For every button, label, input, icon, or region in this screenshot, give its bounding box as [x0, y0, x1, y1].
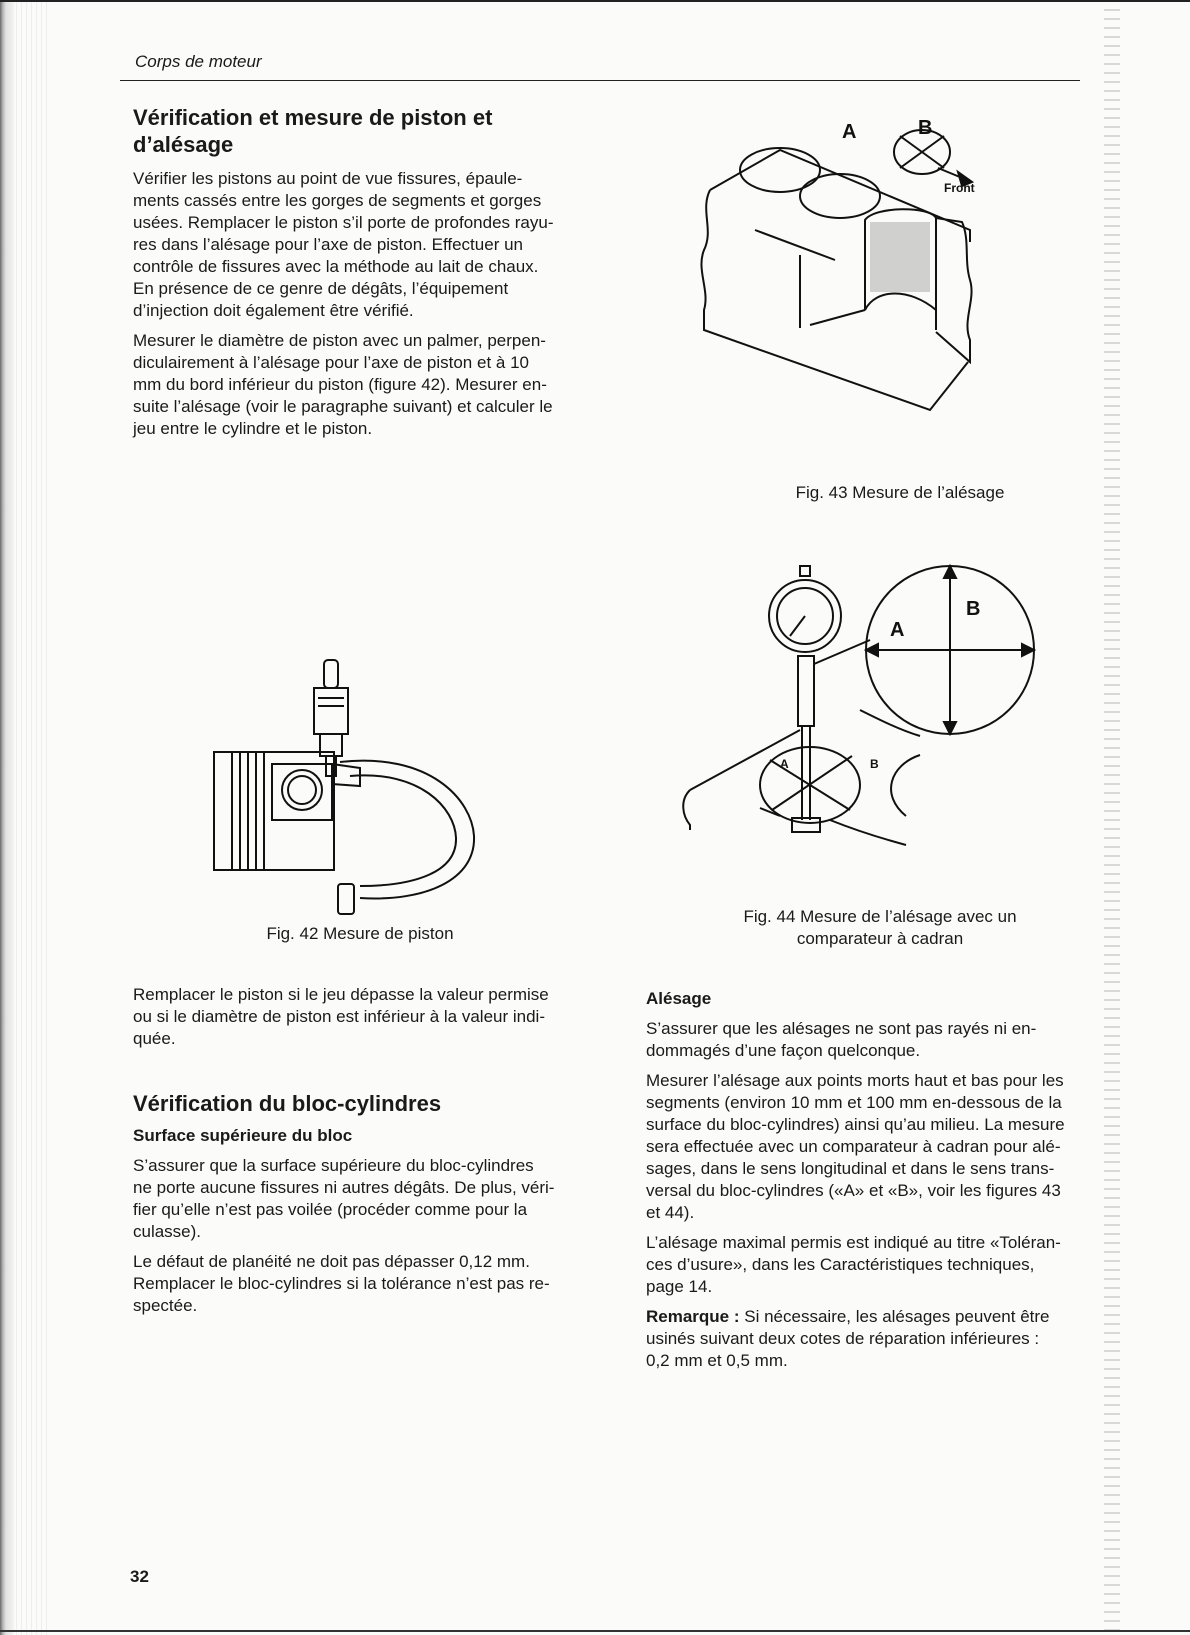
running-header: Corps de moteur [135, 52, 262, 71]
cylinder-bore-1 [740, 148, 820, 192]
dial-gauge-neck [798, 656, 814, 726]
figure-42-piston-micrometer [210, 640, 510, 940]
paragraph-bore-measure: Mesurer l’alésage aux points morts haut et bas pour les segments (environ 10 mm et 100 mm en-dessous de la surface du bloc-cylindres) ainsi qu’au milieu. La mesure sera effectuée avec un comparateur à cadran pour alé- sages, dans le sens longitudinal et dans le sens trans- versal du bloc-cylindres («A» et «B», voir les figures 43 et 44). [646, 1071, 1065, 1222]
fig44-label-a-small: A [780, 757, 789, 771]
figure-44-dial-bore-gauge [680, 560, 1040, 880]
fig43-label-a: A [842, 121, 857, 143]
left-lower-text [133, 984, 613, 1317]
scan-binding-texture [16, 0, 50, 1635]
fig44-label-b-small: B [870, 757, 879, 771]
paragraph-flatness: Le défaut de planéité ne doit pas dépasser 0,12 mm. Remplacer le bloc-cylindres si la tolérance n’est pas re- spectée. [133, 1252, 550, 1315]
bottom-rule [0, 1630, 1190, 1632]
section-title-piston: Vérification et mesure de piston et d’alésage [133, 105, 493, 157]
header-rule [120, 80, 1080, 81]
cylinder-bore-2 [800, 174, 880, 218]
caption-fig-43: Fig. 43 Mesure de l’alésage [795, 483, 1005, 502]
micrometer-cap [324, 660, 338, 688]
section-piston [133, 104, 613, 440]
paragraph-piston-replace: Remplacer le piston si le jeu dépasse la valeur permise ou si le diamètre de piston est inférieur à la valeur indi- quée. [133, 985, 549, 1048]
paragraph-piston-measure: Mesurer le diamètre de piston avec un palmer, perpen- diculairement à l’alésage pour l’axe de piston et à 10 mm du bord inférieur du piston (figure 42). Mesurer en- suite l’alésage (voir le paragraphe suivant) et calculer le jeu entre le cylindre et le piston. [133, 331, 553, 438]
fig44-label-b: B [966, 598, 981, 620]
dial-gauge-stem-top [800, 566, 810, 576]
remark-text: Si nécessaire, les alésages peuvent être usinés suivant deux cotes de réparation inférieures : 0,2 mm et 0,5 mm. [646, 1307, 1050, 1370]
paragraph-piston-check: Vérifier les pistons au point de vue fissures, épaule- ments cassés entre les gorges de segments et gorges usées. Remplacer le piston s’il porte de profondes rayu- res dans l’alésage pour l’axe de piston. Effectuer un contrôle de fissures avec la méthode au lait de chaux. En présence de ce genre de dégâts, l’équipement d’injection doit également être vérifié. [133, 169, 554, 320]
fig43-label-b: B [918, 117, 933, 139]
paragraph-surface-check: S’assurer que la surface supérieure du bloc-cylindres ne porte aucune fissures ni autres dégâts. De plus, véri- fier qu’elle n’est pas voilée (procéder comme pour la culasse). [133, 1156, 555, 1241]
micrometer-anvil [338, 884, 354, 914]
remark-label: Remarque : [646, 1307, 740, 1326]
scan-right-edge [1104, 0, 1120, 1635]
micrometer-thimble [314, 688, 348, 734]
subsection-title-surface: Surface supérieure du bloc [133, 1126, 353, 1145]
piston-pin-boss [272, 764, 332, 820]
block-top-edge [710, 150, 970, 242]
paragraph-bore-max: L’alésage maximal permis est indiqué au titre «Toléran- ces d’usure», dans les Caractéristiques techniques, page 14. [646, 1233, 1061, 1296]
subsection-title-alesage: Alésage [646, 989, 712, 1008]
section-alesage [646, 988, 1106, 1372]
paragraph-remark [646, 1306, 1106, 1372]
fig43-label-front: Front [944, 181, 975, 195]
paragraph-bore-scratches: S’assurer que les alésages ne sont pas rayés ni en- dommagés d’une façon quelconque. [646, 1019, 1037, 1060]
figure-43-cylinder-block [700, 110, 1030, 440]
scan-binding-shadow [0, 0, 14, 1635]
caption-fig-44: Fig. 44 Mesure de l’alésage avec un comparateur à cadran [743, 907, 1017, 948]
page-number: 32 [130, 1567, 149, 1586]
fig44-label-a: A [890, 619, 905, 641]
top-rule [0, 0, 1190, 2]
section-title-block: Vérification du bloc-cylindres [133, 1091, 442, 1116]
caption-fig-42: Fig. 42 Mesure de piston [266, 924, 454, 943]
